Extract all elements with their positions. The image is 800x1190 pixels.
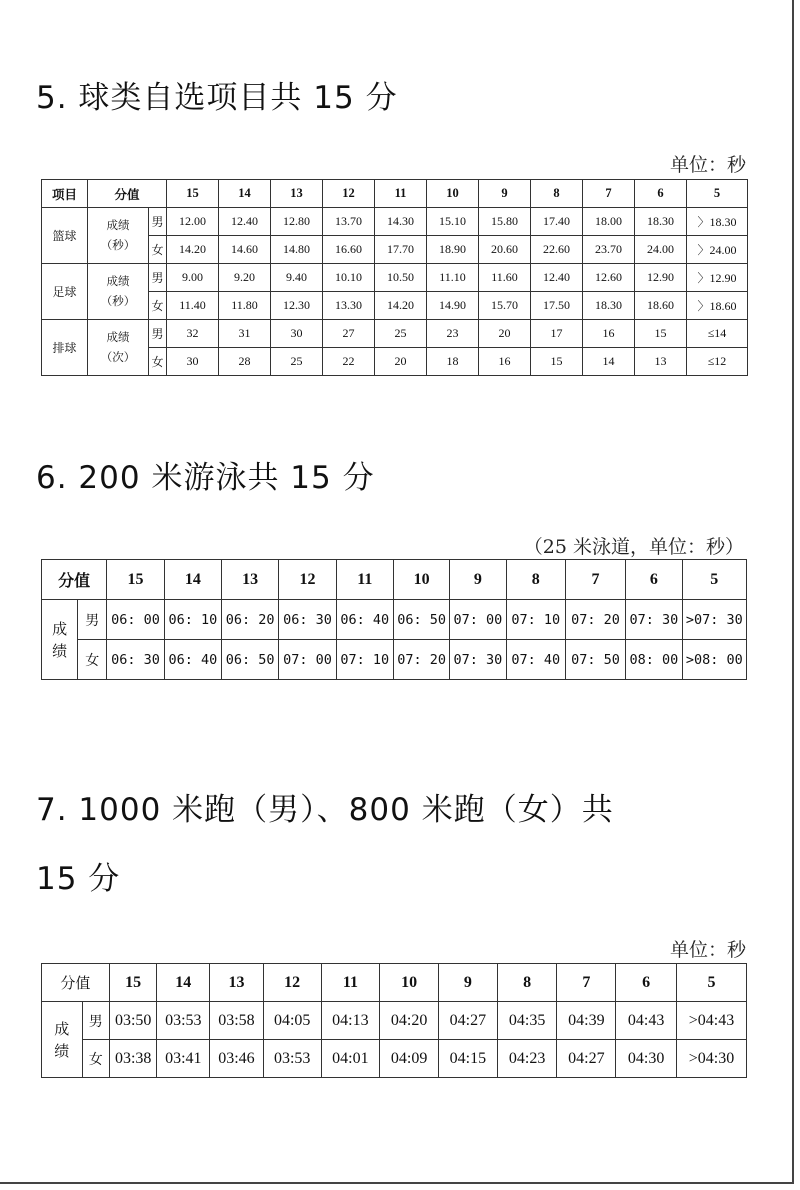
table-cell: 14.20 (375, 292, 427, 320)
table-cell: 12.60 (583, 264, 635, 292)
table-cell: 04:13 (321, 1002, 380, 1040)
section7-heading-line1: 7. 1000 米跑（男）、800 米跑（女）共 (36, 792, 614, 828)
result-unit-line: （次） (100, 351, 136, 364)
table-cell: 17.50 (531, 292, 583, 320)
header-score: 分值 (88, 180, 167, 208)
table-cell: 17.40 (531, 208, 583, 236)
table-cell: 06: 00 (107, 600, 164, 640)
table-cell: 15.70 (479, 292, 531, 320)
gender-female: 女 (82, 1040, 109, 1078)
table-cell: 03:53 (157, 1002, 210, 1040)
table-header-row (42, 180, 748, 208)
table-cell: 14.90 (427, 292, 479, 320)
table-cell: 04:35 (497, 1002, 557, 1040)
result-label-char: 成 (54, 1019, 70, 1038)
table-cell: 20.60 (479, 236, 531, 264)
sport-name: 篮球 (42, 208, 88, 264)
table-cell: 04:20 (380, 1002, 439, 1040)
table-cell: 03:41 (157, 1040, 210, 1078)
table-cell: 12.00 (167, 208, 219, 236)
score-header: 14 (164, 560, 221, 600)
table-cell: 03:46 (210, 1040, 264, 1078)
table-cell: 07: 20 (565, 600, 625, 640)
score-header: 11 (321, 964, 380, 1002)
section6-heading: 6. 200 米游泳共 15 分 (36, 460, 375, 496)
table-cell: 06: 40 (336, 600, 393, 640)
table-row (42, 320, 748, 348)
table-cell: 22 (323, 348, 375, 376)
score-header: 6 (626, 560, 682, 600)
table-cell: 04:27 (557, 1040, 616, 1078)
table-cell: 11.80 (219, 292, 271, 320)
table-cell: 06: 30 (107, 640, 164, 680)
score-header: 11 (336, 560, 393, 600)
table-cell: 9.00 (167, 264, 219, 292)
table-cell: 22.60 (531, 236, 583, 264)
table-cell: 03:50 (109, 1002, 157, 1040)
swimming-table (41, 559, 747, 680)
table-row (42, 600, 747, 640)
table-cell: 20 (375, 348, 427, 376)
gender-male: 男 (78, 600, 107, 640)
result-label-char: 绩 (52, 641, 68, 660)
table-cell: 18.30 (583, 292, 635, 320)
table-cell: 14.20 (167, 236, 219, 264)
sport-name: 排球 (42, 320, 88, 376)
table-cell: 07: 20 (393, 640, 449, 680)
result-label-char: 成 (52, 619, 68, 638)
table-cell: 18.60 (635, 292, 687, 320)
score-header: 8 (506, 560, 565, 600)
table-cell: 14.30 (375, 208, 427, 236)
table-cell: 07: 10 (336, 640, 393, 680)
table-cell: 〉18.30 (687, 208, 748, 236)
section6-unit: （25 米泳道，单位：秒） (523, 536, 744, 558)
table-cell: >08: 00 (682, 640, 746, 680)
score-header: 5 (676, 964, 746, 1002)
gender-male: 男 (82, 1002, 109, 1040)
table-cell: 23.70 (583, 236, 635, 264)
score-header: 6 (616, 964, 677, 1002)
score-header: 7 (557, 964, 616, 1002)
section7-unit: 单位：秒 (669, 939, 746, 961)
table-cell: 03:38 (109, 1040, 157, 1078)
table-cell: 25 (271, 348, 323, 376)
result-unit-line: （秒） (100, 239, 136, 252)
table-cell: 32 (167, 320, 219, 348)
table-cell: 03:58 (210, 1002, 264, 1040)
score-header: 5 (682, 560, 746, 600)
table-cell: 11.10 (427, 264, 479, 292)
table-cell: 07: 00 (279, 640, 336, 680)
ball-sports-table (41, 179, 748, 376)
header-score: 分值 (42, 964, 110, 1002)
table-cell: 31 (219, 320, 271, 348)
result-label (88, 320, 149, 376)
table-cell: 04:43 (616, 1002, 677, 1040)
table-cell: 06: 20 (222, 600, 279, 640)
score-header: 13 (222, 560, 279, 600)
result-unit-line: （秒） (100, 295, 136, 308)
table-cell: 03:53 (263, 1040, 321, 1078)
score-header: 8 (531, 180, 583, 208)
table-cell: 17 (531, 320, 583, 348)
table-header-row (42, 964, 747, 1002)
table-cell: 12.40 (219, 208, 271, 236)
table-cell: 18.90 (427, 236, 479, 264)
running-table (41, 963, 747, 1078)
table-row (42, 640, 747, 680)
table-cell: 04:01 (321, 1040, 380, 1078)
score-header: 15 (107, 560, 164, 600)
table-cell: 11.60 (479, 264, 531, 292)
table-cell: 10.10 (323, 264, 375, 292)
result-label (88, 264, 149, 320)
table-cell: 06: 50 (393, 600, 449, 640)
table-cell: 06: 10 (164, 600, 221, 640)
result-label-line: 成绩 (106, 331, 130, 344)
score-header: 7 (583, 180, 635, 208)
header-item: 项目 (42, 180, 88, 208)
result-label-char: 绩 (54, 1041, 70, 1060)
sport-name: 足球 (42, 264, 88, 320)
table-cell: 04:23 (497, 1040, 557, 1078)
result-label-line: 成绩 (106, 275, 130, 288)
score-header: 11 (375, 180, 427, 208)
table-cell: 18 (427, 348, 479, 376)
table-cell: 14.60 (219, 236, 271, 264)
table-cell: 12.90 (635, 264, 687, 292)
gender-female: 女 (149, 348, 167, 376)
score-header: 12 (263, 964, 321, 1002)
table-cell: ≤12 (687, 348, 748, 376)
table-cell: 07: 30 (626, 600, 682, 640)
table-cell: 07: 40 (506, 640, 565, 680)
score-header: 15 (167, 180, 219, 208)
table-cell: 14 (583, 348, 635, 376)
table-cell: 13.70 (323, 208, 375, 236)
score-header: 9 (439, 964, 498, 1002)
table-cell: 04:30 (616, 1040, 677, 1078)
table-cell: 12.80 (271, 208, 323, 236)
table-cell: 20 (479, 320, 531, 348)
table-cell: 13 (635, 348, 687, 376)
table-cell: 28 (219, 348, 271, 376)
table-cell: 9.20 (219, 264, 271, 292)
score-header: 14 (219, 180, 271, 208)
table-cell: 08: 00 (626, 640, 682, 680)
score-header: 12 (323, 180, 375, 208)
table-cell: 07: 50 (565, 640, 625, 680)
table-cell: 12.30 (271, 292, 323, 320)
table-cell: 15.80 (479, 208, 531, 236)
table-cell: 10.50 (375, 264, 427, 292)
score-header: 6 (635, 180, 687, 208)
score-header: 14 (157, 964, 210, 1002)
table-cell: 04:39 (557, 1002, 616, 1040)
gender-female: 女 (149, 292, 167, 320)
table-cell: 16 (479, 348, 531, 376)
gender-male: 男 (149, 320, 167, 348)
result-label-line: 成绩 (106, 219, 130, 232)
table-cell: 〉18.60 (687, 292, 748, 320)
score-header: 13 (210, 964, 264, 1002)
score-header: 10 (427, 180, 479, 208)
table-cell: 04:05 (263, 1002, 321, 1040)
table-cell: 06: 50 (222, 640, 279, 680)
table-cell: 18.00 (583, 208, 635, 236)
score-header: 8 (497, 964, 557, 1002)
score-header: 12 (279, 560, 336, 600)
result-label (42, 1002, 83, 1078)
table-cell: 11.40 (167, 292, 219, 320)
table-cell: ≤14 (687, 320, 748, 348)
table-cell: 15 (635, 320, 687, 348)
table-row (42, 208, 748, 236)
table-header-row (42, 560, 747, 600)
table-cell: 30 (271, 320, 323, 348)
table-cell: 24.00 (635, 236, 687, 264)
table-cell: >07: 30 (682, 600, 746, 640)
score-header: 15 (109, 964, 157, 1002)
score-header: 5 (687, 180, 748, 208)
table-cell: 04:15 (439, 1040, 498, 1078)
score-header: 7 (565, 560, 625, 600)
table-cell: 27 (323, 320, 375, 348)
table-cell: 〉12.90 (687, 264, 748, 292)
header-score: 分值 (42, 560, 107, 600)
section7-heading-line2: 15 分 (36, 861, 121, 897)
table-cell: 23 (427, 320, 479, 348)
table-cell: >04:43 (676, 1002, 746, 1040)
table-cell: 9.40 (271, 264, 323, 292)
score-header: 10 (380, 964, 439, 1002)
table-cell: 17.70 (375, 236, 427, 264)
section5-unit: 单位：秒 (669, 154, 746, 176)
table-cell: 06: 40 (164, 640, 221, 680)
result-label (88, 208, 149, 264)
gender-male: 男 (149, 208, 167, 236)
table-cell: 15 (531, 348, 583, 376)
table-cell: 07: 10 (506, 600, 565, 640)
table-cell: 07: 00 (450, 600, 506, 640)
gender-female: 女 (78, 640, 107, 680)
table-cell: 04:09 (380, 1040, 439, 1078)
table-cell: 30 (167, 348, 219, 376)
score-header: 10 (393, 560, 449, 600)
table-cell: >04:30 (676, 1040, 746, 1078)
table-cell: 25 (375, 320, 427, 348)
table-row (42, 1002, 747, 1040)
score-header: 9 (479, 180, 531, 208)
result-label (42, 600, 78, 680)
table-cell: 18.30 (635, 208, 687, 236)
score-header: 9 (450, 560, 506, 600)
table-row (42, 1040, 747, 1078)
section5-heading: 5. 球类自选项目共 15 分 (36, 80, 398, 116)
table-cell: 15.10 (427, 208, 479, 236)
table-cell: 07: 30 (450, 640, 506, 680)
score-header: 13 (271, 180, 323, 208)
table-cell: 16.60 (323, 236, 375, 264)
table-cell: 12.40 (531, 264, 583, 292)
table-cell: 06: 30 (279, 600, 336, 640)
gender-female: 女 (149, 236, 167, 264)
table-cell: 14.80 (271, 236, 323, 264)
table-cell: 〉24.00 (687, 236, 748, 264)
table-row (42, 264, 748, 292)
table-cell: 04:27 (439, 1002, 498, 1040)
table-cell: 16 (583, 320, 635, 348)
gender-male: 男 (149, 264, 167, 292)
table-cell: 13.30 (323, 292, 375, 320)
